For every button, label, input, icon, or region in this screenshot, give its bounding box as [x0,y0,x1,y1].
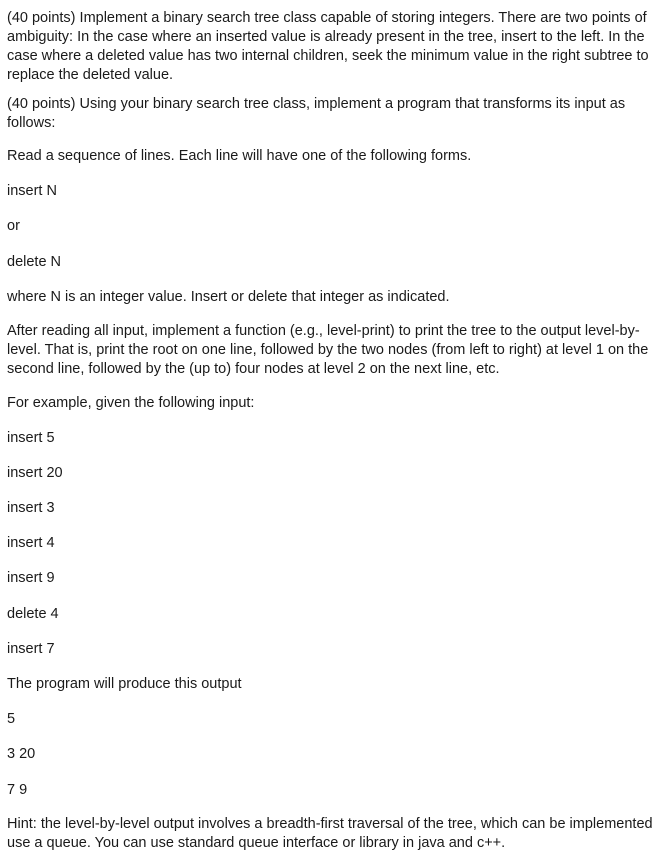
example-output-line: 5 [7,711,16,727]
example-input-line: insert 5 [7,430,55,446]
paragraph-level-print: After reading all input, implement a function (e.g., level-print) to print the tree to the output level-by-level. That is, print the root on one line, followed by the two nodes (from left to right) at level 1 on the second line, followed by the (up to) four nodes at level 2 on the next line, etc. [7,323,649,377]
example-input-line: insert 3 [7,500,55,516]
paragraph-where-n: where N is an integer value. Insert or delete that integer as indicated. [7,289,450,305]
example-input-line: insert 9 [7,570,55,586]
paragraph-read-lines: Read a sequence of lines. Each line will have one of the following forms. [7,148,472,164]
paragraph-program-task: (40 points) Using your binary search tree class, implement a program that transforms its input as follows: [7,96,626,131]
example-input-line: delete 4 [7,606,59,622]
form-insert-line: insert N [7,183,57,199]
example-output-line: 3 20 [7,746,36,762]
paragraph-example-intro: For example, given the following input: [7,395,255,411]
paragraph-bst-task: (40 points) Implement a binary search tree class capable of storing integers. There are two points of ambiguity: In the case where an inserted value is already present in the tree, insert to the left. In the case where a deleted value has two internal children, seek the minimum value in the right subtree to replace the deleted value. [7,10,649,83]
paragraph-hint: Hint: the level-by-level output involves a breadth-first traversal of the tree, which can be implemented use a queue. You can use standard queue interface or library in java and c++. [7,816,653,851]
example-output-line: 7 9 [7,782,28,798]
paragraph-output-intro: The program will produce this output [7,676,242,692]
example-input-line: insert 7 [7,641,55,657]
form-delete-line: delete N [7,254,62,270]
example-input-line: insert 4 [7,535,55,551]
form-or-line: or [7,218,20,234]
example-input-line: insert 20 [7,465,63,481]
